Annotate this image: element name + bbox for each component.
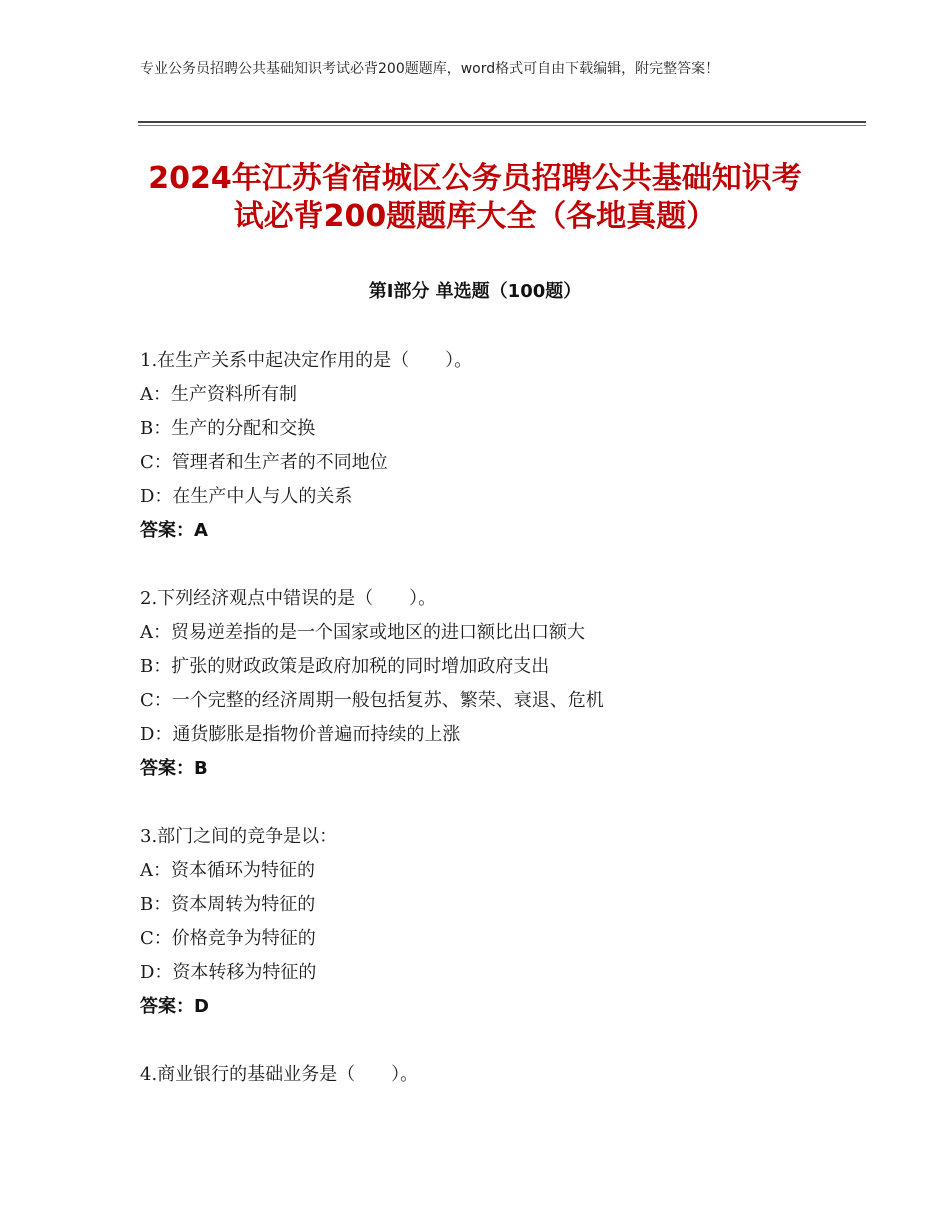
question-4 bbox=[140, 1058, 840, 1092]
answer-label: 答案：B bbox=[140, 758, 208, 779]
option-d: D：资本转移为特征的 bbox=[140, 962, 317, 983]
option-c: C：一个完整的经济周期一般包括复苏、繁荣、衰退、危机 bbox=[140, 690, 604, 711]
section-title: 第Ⅰ部分 单选题（100题） bbox=[368, 281, 582, 302]
question-3 bbox=[140, 820, 840, 1024]
option-a: A：贸易逆差指的是一个国家或地区的进口额比出口额大 bbox=[140, 622, 585, 643]
option-d: D：通货膨胀是指物价普遍而持续的上涨 bbox=[140, 724, 461, 745]
option-a: A：生产资料所有制 bbox=[140, 384, 297, 405]
question-1 bbox=[140, 344, 840, 548]
question-stem: 3.部门之间的竞争是以： bbox=[140, 826, 338, 847]
option-d: D：在生产中人与人的关系 bbox=[140, 486, 353, 507]
header-divider-thin bbox=[138, 125, 866, 126]
option-b: B：资本周转为特征的 bbox=[140, 894, 316, 915]
question-2 bbox=[140, 582, 840, 786]
question-stem: 1.在生产关系中起决定作用的是（ ）。 bbox=[140, 350, 473, 371]
header-divider-thick bbox=[138, 121, 866, 123]
option-b: B：扩张的财政政策是政府加税的同时增加政府支出 bbox=[140, 656, 550, 677]
option-c: C：价格竞争为特征的 bbox=[140, 928, 316, 949]
document-title: 2024年江苏省宿城区公务员招聘公共基础知识考试必背200题题库大全（各地真题） bbox=[148, 161, 802, 234]
question-stem: 4.商业银行的基础业务是（ ）。 bbox=[140, 1064, 419, 1085]
option-a: A：资本循环为特征的 bbox=[140, 860, 315, 881]
question-stem: 2.下列经济观点中错误的是（ ）。 bbox=[140, 588, 437, 609]
header-note: 专业公务员招聘公共基础知识考试必背200题题库，word格式可自由下载编辑，附完整答案！ bbox=[140, 61, 720, 77]
option-b: B：生产的分配和交换 bbox=[140, 418, 316, 439]
answer-label: 答案：D bbox=[140, 996, 209, 1017]
option-c: C：管理者和生产者的不同地位 bbox=[140, 452, 388, 473]
question-list bbox=[140, 344, 840, 1126]
answer-label: 答案：A bbox=[140, 520, 208, 541]
